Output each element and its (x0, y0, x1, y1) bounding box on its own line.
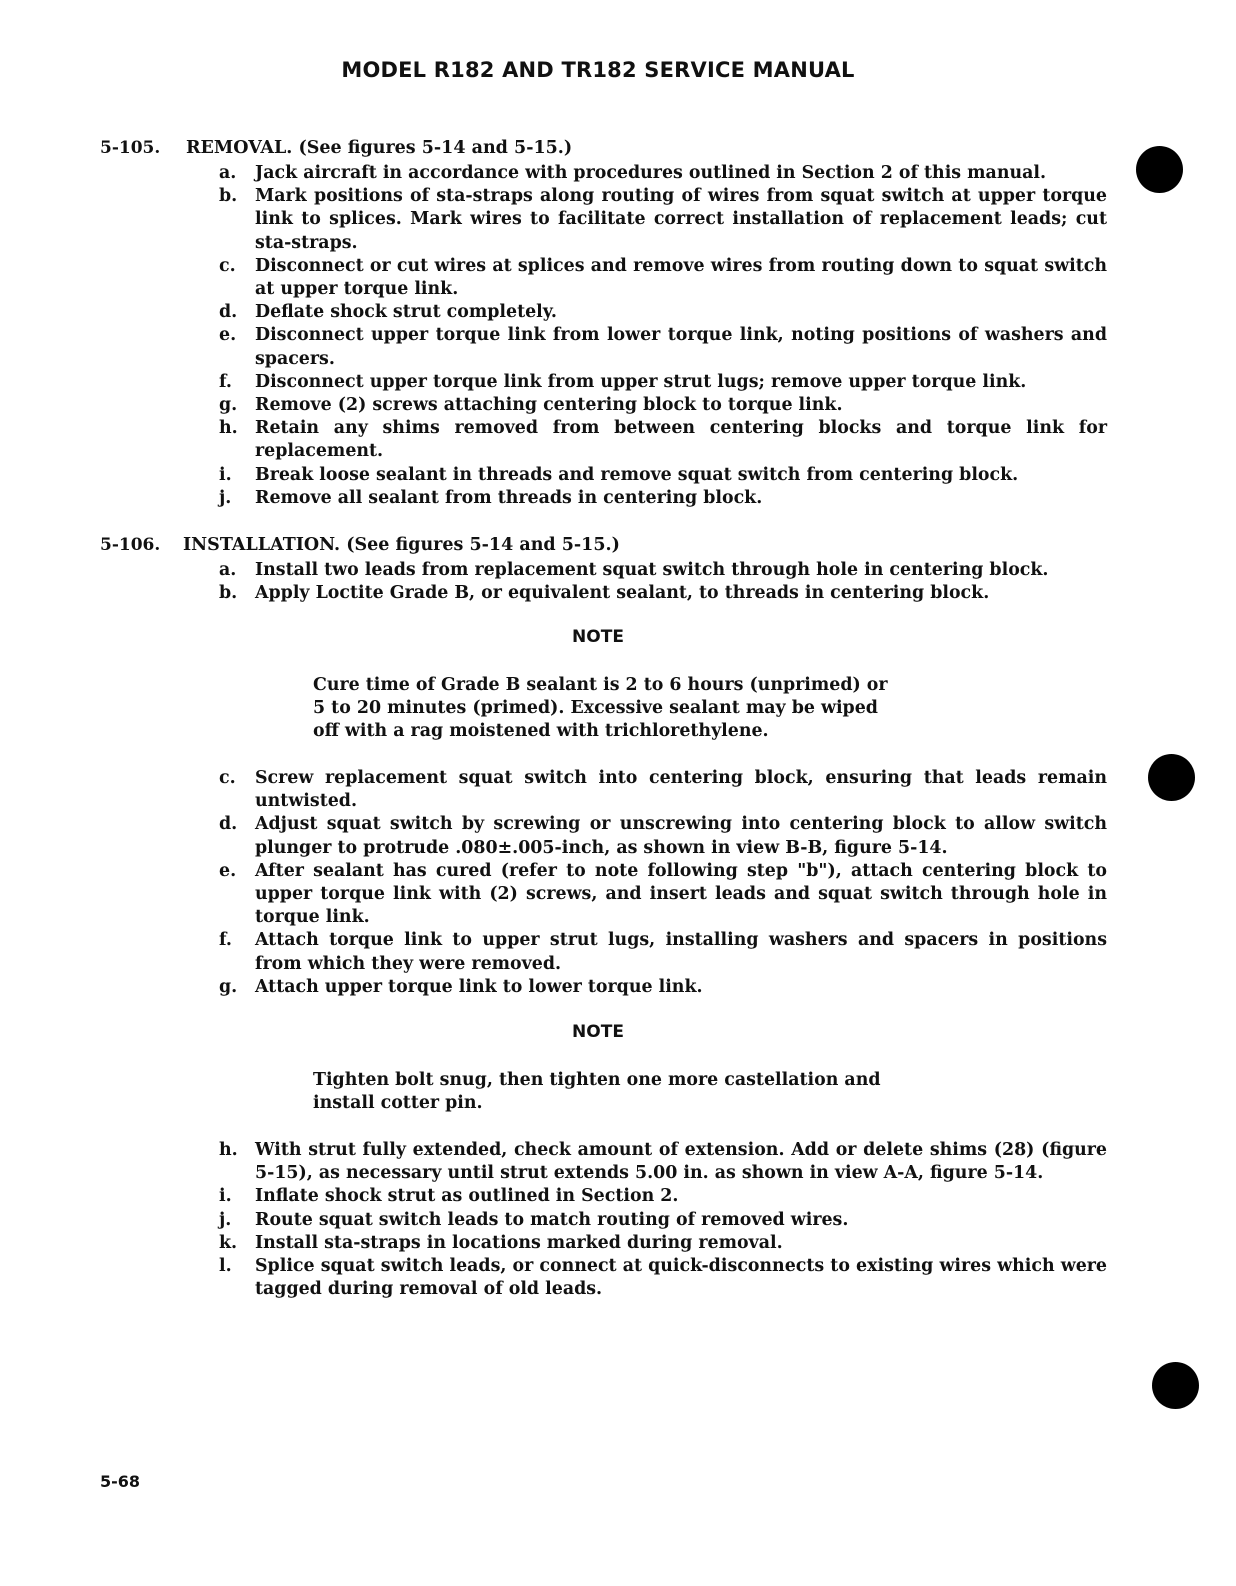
binder-hole-icon (1148, 754, 1195, 801)
step-letter: d. (219, 814, 238, 835)
step-letter: b. (219, 583, 238, 604)
step-text: Disconnect upper torque link from lower torque link, noting positions of washers and spacers. (255, 325, 1107, 369)
step-text: Apply Loctite Grade B, or equivalent sealant, to threads in centering block. (255, 583, 990, 604)
step-letter: i. (219, 1186, 232, 1207)
procedure-step (217, 162, 1107, 185)
binder-hole-icon (1136, 146, 1183, 193)
note-line: install cotter pin. (313, 1093, 483, 1114)
installation-steps-h-l (217, 1139, 1107, 1301)
step-letter: a. (219, 163, 237, 183)
step-letter: f. (219, 930, 232, 951)
step-letter: e. (219, 860, 237, 881)
note-body (313, 1069, 893, 1115)
procedure-step (217, 394, 1107, 417)
page-number: 5-68 (100, 1472, 141, 1491)
step-letter: b. (219, 186, 238, 207)
procedure-step (217, 255, 1107, 301)
step-text: With strut fully extended, check amount of extension. Add or delete shims (28) (figure 5-15), as necessary until strut extends 5.00 in. as shown in view A-A, figure 5-14. (255, 1140, 1107, 1184)
procedure-step (217, 1209, 1107, 1232)
step-text: Disconnect upper torque link from upper strut lugs; remove upper torque link. (255, 371, 1027, 392)
step-letter: i. (219, 464, 232, 485)
step-text: Remove (2) screws attaching centering block to torque link. (255, 395, 843, 416)
procedure-step (217, 813, 1107, 859)
step-letter: k. (219, 1232, 238, 1253)
procedure-step (217, 1255, 1107, 1301)
page-header-title: MODEL R182 AND TR182 SERVICE MANUAL (341, 58, 855, 82)
step-text: Remove all sealant from threads in centering block. (255, 487, 763, 508)
section-number-installation: 5-106. (100, 535, 161, 555)
note-line: Tighten bolt snug, then tighten one more castellation and (313, 1070, 881, 1090)
procedure-step (217, 1185, 1107, 1208)
removal-steps (217, 162, 1107, 510)
step-text: Disconnect or cut wires at splices and remove wires from routing down to squat switch at upper torque link. (255, 255, 1107, 300)
procedure-step (217, 1232, 1107, 1255)
step-letter: h. (219, 418, 238, 439)
binder-hole-icon (1152, 1362, 1199, 1409)
step-letter: j. (219, 487, 232, 508)
note-heading: NOTE (572, 1022, 624, 1042)
step-letter: f. (219, 371, 232, 392)
step-letter: c. (219, 255, 236, 276)
step-text: Retain any shims removed from between centering blocks and torque link for replacement. (255, 418, 1107, 462)
procedure-step (217, 487, 1107, 510)
procedure-step (217, 976, 1107, 999)
procedure-step (217, 324, 1107, 370)
procedure-step (217, 185, 1107, 255)
step-letter: a. (219, 560, 237, 580)
step-text: Install sta-straps in locations marked during removal. (255, 1232, 783, 1253)
step-text: Inflate shock strut as outlined in Section 2. (255, 1186, 679, 1207)
procedure-step (217, 860, 1107, 930)
procedure-step (217, 559, 1107, 582)
installation-steps-a-b (217, 559, 1107, 605)
note-line: Cure time of Grade B sealant is 2 to 6 hours (unprimed) or (313, 675, 888, 695)
section-title-installation: INSTALLATION. (See figures 5-14 and 5-15.) (183, 535, 620, 555)
step-text: Adjust squat switch by screwing or unscrewing into centering block to allow switch plunger to protrude .080±.005-inch, as shown in view B-B, figure 5-14. (255, 814, 1107, 858)
procedure-step (217, 929, 1107, 975)
step-text: Attach upper torque link to lower torque link. (255, 976, 703, 997)
procedure-step (217, 301, 1107, 324)
step-text: Mark positions of sta-straps along routing of wires from squat switch at upper torque link to splices. Mark wires to facilitate correct installation of replacement leads; cut sta-straps. (255, 186, 1107, 253)
procedure-step (217, 582, 1107, 605)
procedure-step (217, 1139, 1107, 1185)
step-text: Splice squat switch leads, or connect at quick-disconnects to existing wires which were tagged during removal of old leads. (255, 1256, 1107, 1300)
step-letter: j. (219, 1209, 232, 1230)
note-heading: NOTE (572, 627, 624, 647)
procedure-step (217, 767, 1107, 813)
procedure-step (217, 417, 1107, 463)
step-letter: l. (219, 1256, 232, 1277)
procedure-step (217, 371, 1107, 394)
step-text: Deflate shock strut completely. (255, 302, 557, 323)
section-title-removal: REMOVAL. (See figures 5-14 and 5-15.) (186, 138, 573, 158)
step-letter: g. (219, 395, 238, 416)
note-line: 5 to 20 minutes (primed). Excessive sealant may be wiped (313, 698, 878, 719)
note-body (313, 674, 893, 744)
installation-steps-c-g (217, 767, 1107, 999)
note-line: off with a rag moistened with trichlorethylene. (313, 721, 769, 742)
step-text: Jack aircraft in accordance with procedures outlined in Section 2 of this manual. (255, 163, 1047, 183)
step-text: Screw replacement squat switch into centering block, ensuring that leads remain untwisted. (255, 768, 1107, 812)
procedure-step (217, 464, 1107, 487)
section-number-removal: 5-105. (100, 138, 161, 158)
step-letter: g. (219, 976, 238, 997)
step-text: After sealant has cured (refer to note following step "b"), attach centering block to upper torque link with (2) screws, and insert leads and squat switch through hole in torque link. (255, 860, 1107, 928)
step-letter: d. (219, 302, 238, 323)
step-text: Attach torque link to upper strut lugs, installing washers and spacers in positions from which they were removed. (255, 930, 1107, 974)
step-text: Install two leads from replacement squat switch through hole in centering block. (255, 560, 1049, 580)
step-text: Route squat switch leads to match routing of removed wires. (255, 1209, 849, 1230)
step-letter: c. (219, 768, 236, 788)
step-letter: e. (219, 325, 237, 346)
step-text: Break loose sealant in threads and remove squat switch from centering block. (255, 464, 1019, 485)
step-letter: h. (219, 1140, 238, 1160)
